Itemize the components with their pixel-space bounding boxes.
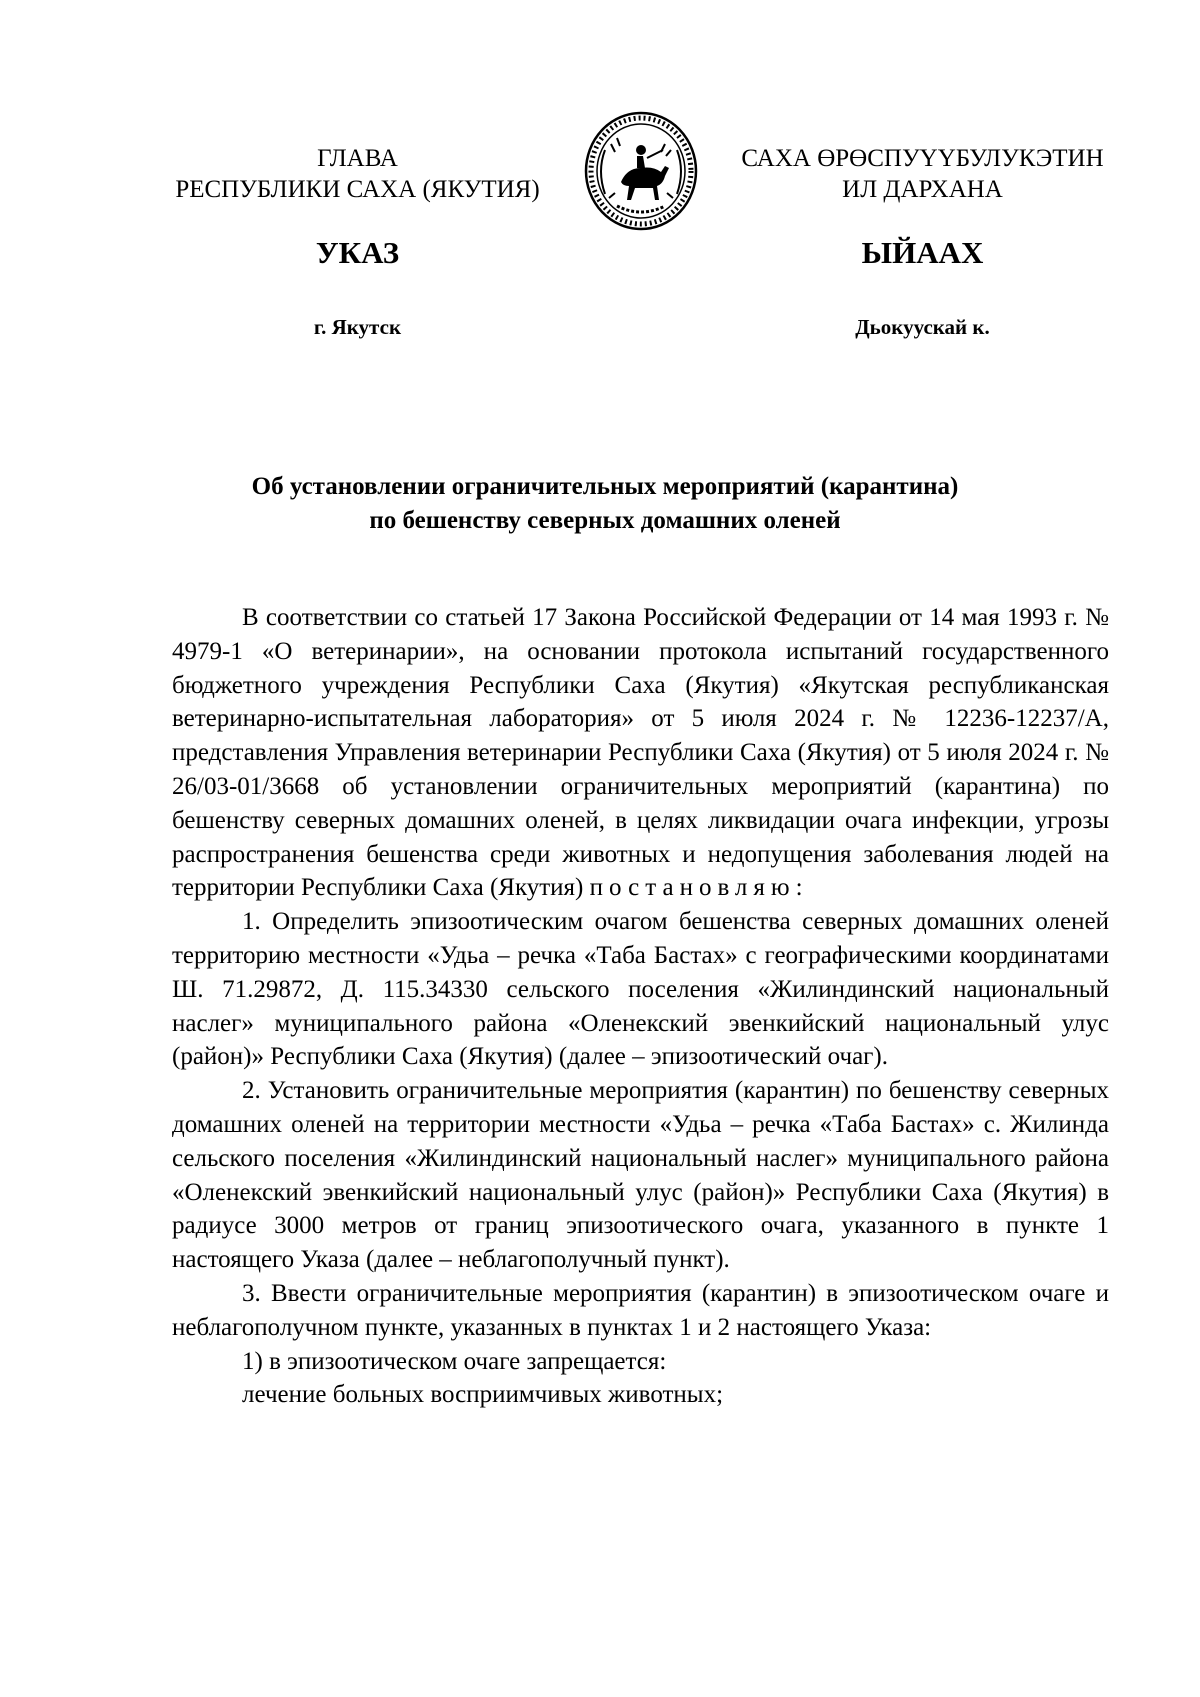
item-3: 3. Ввести ограничительные мероприятия (карантин) в эпизоотическом очаге и неблагополучном пункте, указанных в пунктах 1 и 2 настоящего Указа: bbox=[172, 1279, 1109, 1341]
title-line1: Об установлении ограничительных мероприятий (карантина) bbox=[251, 473, 959, 500]
item-2: 2. Установить ограничительные мероприятия (карантин) по бешенству северных домашних оленей на территории местности «Удьа – речка «Таба Бастах» с. Жилинда сельского поселения «Жилиндинский национальный наслег» муниципального района «Оленекский эвенкийский национальный улус (район)» Республики Саха (Якутия) в радиусе 3000 метров от границ эпизоотического очага, указанного в пункте 1 настоящего Указа (далее – неблагополучный пункт). bbox=[172, 1077, 1109, 1274]
decree-title bbox=[170, 470, 1040, 538]
coat-of-arms-seal-icon bbox=[583, 110, 699, 232]
item-3-1: 1) в эпизоотическом очаге запрещается: bbox=[242, 1347, 667, 1375]
issuer-sakha-line1: САХА ӨРӨСПУҮҮБУЛУКЭТИН bbox=[741, 145, 1104, 172]
city-ru: г. Якутск bbox=[313, 315, 402, 339]
issuer-sakha-line2: ИЛ ДАРХАНА bbox=[842, 176, 1003, 203]
issuer-sakha bbox=[715, 143, 1130, 205]
issuer-ru-line2: РЕСПУБЛИКИ САХА (ЯКУТИЯ) bbox=[175, 176, 540, 203]
issuer-ru bbox=[150, 143, 565, 205]
decree-word: постановляю: bbox=[589, 874, 809, 902]
decree-body bbox=[172, 601, 1109, 1412]
preamble-text: В соответствии со статьей 17 Закона Российской Федерации от 14 мая 1993 г. № 4979-1 «О ветеринарии», на основании протокола испытаний государственного бюджетного учреждения Республики Саха (Якутия) «Якутская республиканская ветеринарно-испытательная лаборатория» от 5 июля 2024 г. № 12236-12237/А, представления Управления ветеринарии Республики Саха (Якутия) от 5 июля 2024 г. № 26/03-01/3668 об установлении ограничительных мероприятий (карантина) по бешенству северных домашних оленей, в целях ликвидации очага инфекции, угрозы распространения бешенства среди животных и недопущения заболевания людей на территории Республики Саха (Якутия) bbox=[172, 604, 1109, 902]
city-sakha: Дьокуускай к. bbox=[855, 315, 990, 339]
preamble-paragraph bbox=[172, 601, 1109, 905]
item-1: 1. Определить эпизоотическим очагом бешенства северных домашних оленей территорию местности «Удьа – речка «Таба Бастах» с географическими координатами Ш. 71.29872, Д. 115.34330 сельского поселения «Жилиндинский национальный наслег» муниципального района «Оленекский эвенкийский национальный улус (район)» Республики Саха (Якутия) (далее – эпизоотический очаг). bbox=[172, 908, 1109, 1071]
doc-type-ru: УКАЗ bbox=[315, 235, 400, 270]
item-3-1-a: лечение больных восприимчивых животных; bbox=[242, 1381, 724, 1409]
title-line2: по бешенству северных домашних оленей bbox=[369, 507, 841, 534]
issuer-ru-line1: ГЛАВА bbox=[317, 145, 398, 172]
doc-type-sakha: ЫЙААХ bbox=[861, 235, 984, 270]
